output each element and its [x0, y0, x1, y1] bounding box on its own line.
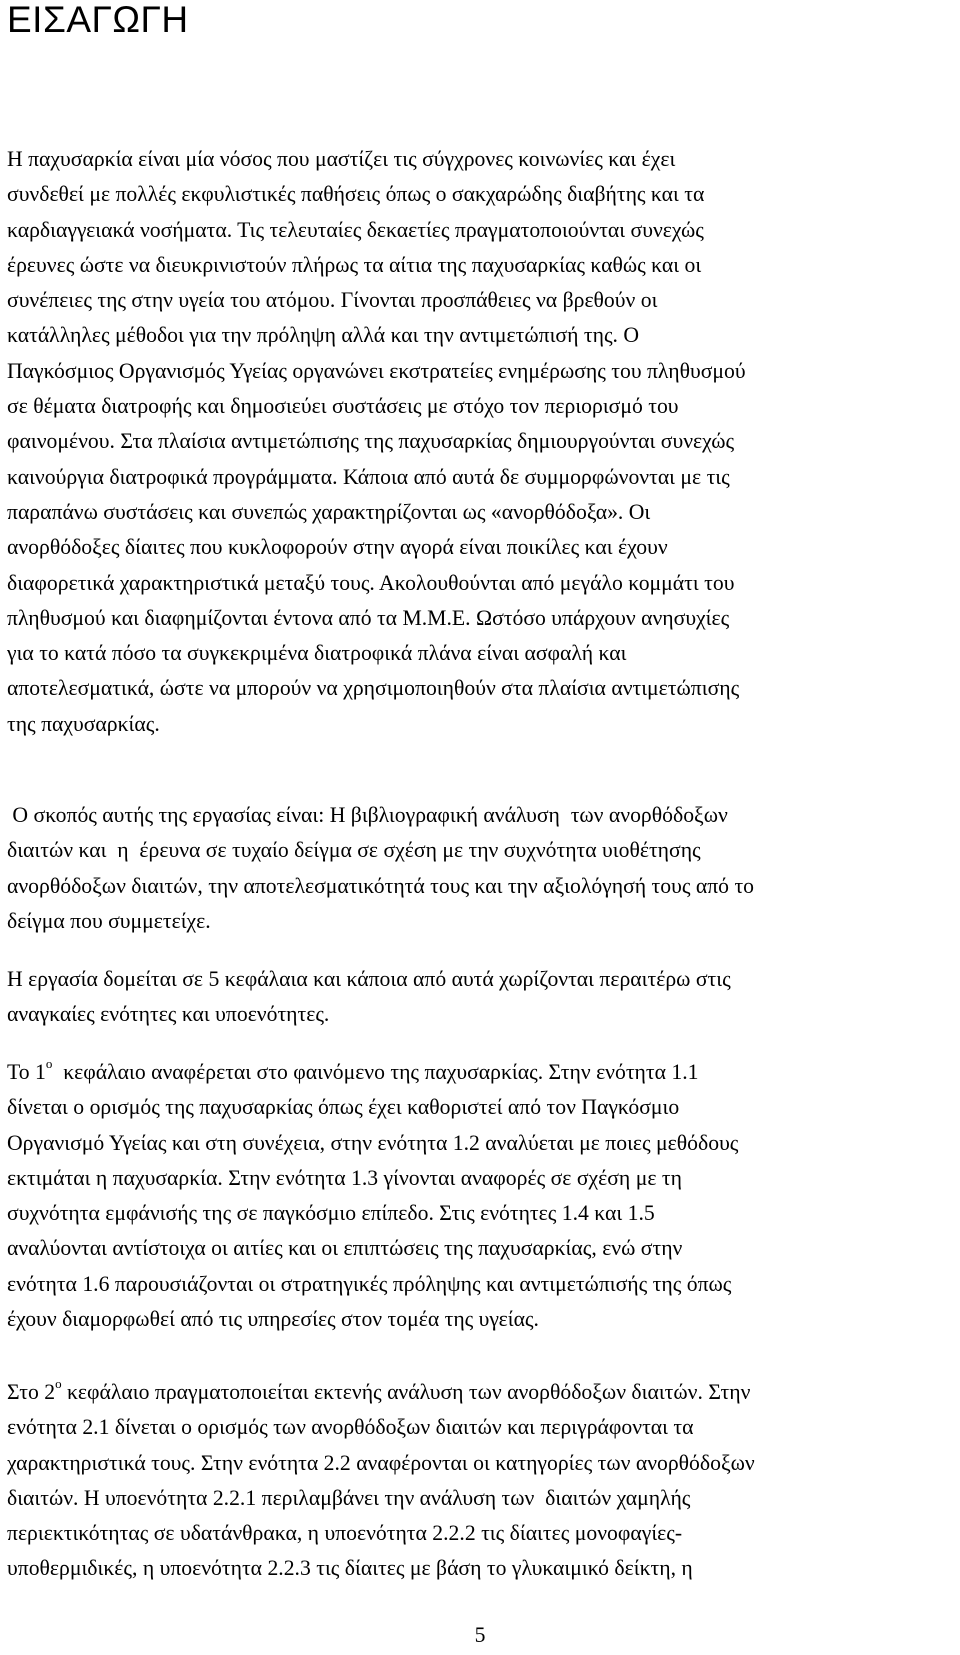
text-line: [7, 1055, 957, 1090]
paragraph-purpose: [7, 798, 957, 939]
text-line: συνδεθεί με πολλές εκφυλιστικές παθήσεις όπως ο σακχαρώδης διαβήτης και τα: [7, 182, 705, 207]
text-line: Η παχυσαρκία είναι μία νόσος που μαστίζει τις σύγχρονες κοινωνίες και έχει: [7, 147, 676, 171]
text-line: έχουν διαμορφωθεί από τις υπηρεσίες στον τομέα της υγείας.: [7, 1307, 539, 1332]
text-line: κατάλληλες μέθοδοι για την πρόληψη αλλά και την αντιμετώπισή της. Ο: [7, 323, 640, 348]
text-fragment: Στο 2: [7, 1380, 56, 1404]
text-line: Ο σκοπός αυτής της εργασίας είναι: Η βιβλιογραφική ανάλυση των ανορθόδοξων: [7, 803, 728, 827]
text-line: Παγκόσμιος Οργανισμός Υγείας οργανώνει εκστρατείες ενημέρωσης του πληθυσμού: [7, 358, 746, 383]
paragraph-chapter-1: [7, 1055, 957, 1337]
text-line: διαφορετικά χαρακτηριστικά μεταξύ τους. Ακολουθούνται από μεγάλο κομμάτι του: [7, 570, 735, 595]
text-line: διαιτών. Η υποενότητα 2.2.1 περιλαμβάνει την ανάλυση των διαιτών χαμηλής: [7, 1485, 691, 1510]
text-line: καινούργια διατροφικά προγράμματα. Κάποια από αυτά δε συμμορφώνονται με τις: [7, 464, 730, 489]
text-line: καρδιαγγειακά νοσήματα. Τις τελευταίες δεκαετίες πραγματοποιούνται συνεχώς: [7, 217, 704, 242]
text-line: διαιτών και η έρευνα σε τυχαίο δείγμα σε σχέση με την συχνότητα υιοθέτησης: [7, 838, 701, 863]
text-line: συνέπειες της στην υγεία του ατόμου. Γίνονται προσπάθειες να βρεθούν οι: [7, 288, 658, 313]
text-line: αναλύονται αντίστοιχα οι αιτίες και οι επιπτώσεις της παχυσαρκίας, ενώ στην: [7, 1236, 683, 1261]
text-fragment: κεφάλαιο αναφέρεται στο φαινόμενο της παχυσαρκίας. Στην ενότητα 1.1: [52, 1060, 699, 1084]
text-line: ενότητα 2.1 δίνεται ο ορισμός των ανορθόδοξων διαιτών και περιγράφονται τα: [7, 1415, 694, 1440]
text-line: πληθυσμού και διαφημίζονται έντονα από τα Μ.Μ.Ε. Ωστόσο υπάρχουν ανησυχίες: [7, 605, 730, 630]
superscript-ordinal: ο: [45, 1056, 53, 1071]
paragraph-structure: [7, 962, 957, 1033]
text-fragment: κεφάλαιο πραγματοποιείται εκτενής ανάλυση των ανορθόδοξων διαιτών. Στην: [61, 1380, 751, 1404]
text-line: ανορθόδοξων διαιτών, την αποτελεσματικότητά τους και την αξιολόγησή τους από το: [7, 873, 755, 898]
text-line: περιεκτικότητας σε υδατάνθρακα, η υποενότητα 2.2.2 τις δίαιτες μονοφαγίες-: [7, 1521, 683, 1546]
text-fragment: Το 1: [7, 1060, 46, 1084]
text-line: για το κατά πόσο τα συγκεκριμένα διατροφικά πλάνα είναι ασφαλή και: [7, 641, 627, 666]
text-line: δείγμα που συμμετείχε.: [7, 908, 211, 933]
text-line: παραπάνω συστάσεις και συνεπώς χαρακτηρίζονται ως «ανορθόδοξα». Οι: [7, 499, 651, 524]
text-line: χαρακτηριστικά τους. Στην ενότητα 2.2 αναφέρονται οι κατηγορίες των ανορθόδοξων: [7, 1450, 755, 1475]
text-line: Οργανισμό Υγείας και στη συνέχεια, στην ενότητα 1.2 αναλύεται με ποιες μεθόδους: [7, 1130, 739, 1155]
paragraph-chapter-2: [7, 1375, 957, 1587]
text-line: αναγκαίες ενότητες και υποενότητες.: [7, 1002, 330, 1027]
text-line: ανορθόδοξες δίαιτες που κυκλοφορούν στην αγορά είναι ποικίλες και έχουν: [7, 535, 668, 560]
text-line: έρευνες ώστε να διευκρινιστούν πλήρως τα αίτια της παχυσαρκίας καθώς και οι: [7, 252, 702, 277]
text-line: της παχυσαρκίας.: [7, 711, 160, 736]
page-title: ΕΙΣΑΓΩΓΗ: [7, 0, 189, 40]
text-line: εκτιμάται η παχυσαρκία. Στην ενότητα 1.3 γίνονται αναφορές σε σχέση με τη: [7, 1165, 682, 1190]
text-line: φαινομένου. Στα πλαίσια αντιμετώπισης της παχυσαρκίας δημιουργούνται συνεχώς: [7, 429, 735, 454]
text-line: σε θέματα διατροφής και δημοσιεύει συστάσεις με στόχο τον περιορισμό του: [7, 394, 679, 419]
superscript-ordinal: ο: [55, 1376, 62, 1391]
paragraph-introduction: [7, 142, 957, 742]
text-line: δίνεται ο ορισμός της παχυσαρκίας όπως έχει καθοριστεί από τον Παγκόσμιο: [7, 1095, 680, 1120]
text-line: [7, 1375, 957, 1410]
page-number: 5: [474, 1623, 486, 1647]
text-line: υποθερμιδικές, η υποενότητα 2.2.3 τις δίαιτες με βάση το γλυκαιμικό δείκτη, η: [7, 1556, 693, 1581]
text-line: ενότητα 1.6 παρουσιάζονται οι στρατηγικές πρόληψης και αντιμετώπισής της όπως: [7, 1271, 732, 1296]
text-line: Η εργασία δομείται σε 5 κεφάλαια και κάποια από αυτά χωρίζονται περαιτέρω στις: [7, 967, 731, 991]
text-line: συχνότητα εμφάνισής της σε παγκόσμιο επίπεδο. Στις ενότητες 1.4 και 1.5: [7, 1201, 655, 1226]
text-line: αποτελεσματικά, ώστε να μπορούν να χρησιμοποιηθούν στα πλαίσια αντιμετώπισης: [7, 676, 740, 701]
